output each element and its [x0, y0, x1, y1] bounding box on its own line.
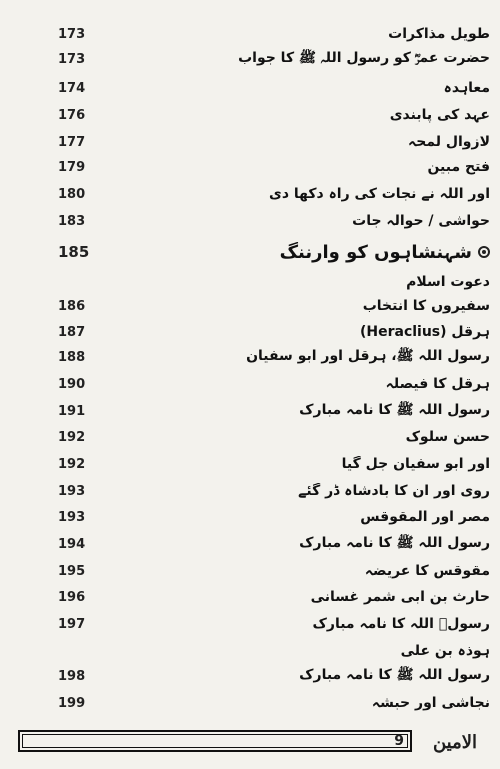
toc-title: نجاشی اور حبشہ [371, 695, 490, 711]
toc-entry [58, 505, 490, 529]
toc-entry [58, 47, 490, 71]
toc-page-number: 190 [58, 376, 86, 392]
toc-title: سفیروں کا انتخاب [362, 298, 490, 314]
toc-title: رسول اللہ ﷺ کا نامہ مبارک [299, 402, 490, 418]
toc-title: ہرقل کا فیصلہ [385, 376, 490, 392]
toc-title: ہرقل (Heraclius) [359, 324, 490, 340]
toc-title: مقوقس کا عریضہ [364, 563, 490, 579]
logo: الامین [432, 731, 478, 753]
toc-title: دعوت اسلام [406, 274, 490, 290]
toc-entry [58, 479, 490, 503]
toc-page-number: 193 [58, 509, 86, 525]
toc-entry [58, 209, 490, 233]
toc-page-number: 179 [58, 159, 86, 175]
toc-page-number: 199 [58, 695, 86, 711]
page-number: 9 [394, 733, 404, 749]
toc-entry [58, 182, 490, 206]
toc-title: حسن سلوک [405, 429, 490, 445]
toc-entry [58, 130, 490, 154]
toc-title: فتح مبین [427, 159, 490, 175]
toc-page-number: 180 [58, 186, 86, 202]
toc-page-number: 177 [58, 134, 86, 150]
toc-entry [58, 639, 490, 663]
toc-entry [58, 345, 490, 369]
toc-entry [58, 585, 490, 609]
toc-title: لازوال لمحہ [408, 134, 490, 150]
toc-page-number: 176 [58, 107, 86, 123]
section-bullet-icon [478, 246, 490, 258]
toc-title: حضرت عمرؓ کو رسول اللہ ﷺ کا جواب [238, 50, 490, 66]
toc-entry [58, 612, 490, 636]
toc-entry [58, 320, 490, 344]
toc-entry [58, 691, 490, 715]
toc-entry [58, 559, 490, 583]
toc-title: حواشی / حوالہ جات [352, 213, 490, 229]
toc-entry [58, 425, 490, 449]
toc-entry [58, 294, 490, 318]
toc-title: مصر اور المقوقس [360, 509, 490, 525]
toc-page-number: 173 [58, 51, 86, 67]
toc-title: رسول اللہ ﷺ، ہرقل اور ابو سفیان [246, 348, 490, 364]
toc-page-number: 194 [58, 536, 86, 552]
toc-page-number: 195 [58, 563, 86, 579]
toc-entry [58, 372, 490, 396]
toc-title: عہد کی پابندی [389, 107, 490, 123]
toc-title: رسولؐ اللہ کا نامہ مبارک [312, 616, 490, 632]
toc-title: روی اور ان کا بادشاہ ڈر گئے [298, 483, 490, 499]
toc-page-number: 197 [58, 616, 86, 632]
toc-page-number: 185 [58, 243, 90, 261]
toc-page-number: 198 [58, 668, 86, 684]
toc-entry [58, 155, 490, 179]
toc-title: معاہدہ [443, 80, 490, 96]
toc-page-number: 193 [58, 483, 86, 499]
toc-page-number: 191 [58, 403, 86, 419]
toc-entry [58, 452, 490, 476]
toc-page-number: 183 [58, 213, 86, 229]
toc-title: اور ابو سفیان جل گیا [341, 456, 490, 472]
toc-title: رسول اللہ ﷺ کا نامہ مبارک [299, 667, 490, 683]
toc-page-number: 174 [58, 80, 86, 96]
footer-rule-inner [22, 734, 408, 748]
toc-page-number: 186 [58, 298, 86, 314]
footer-rule [18, 730, 412, 752]
toc-entry [58, 22, 490, 46]
toc-entry [58, 76, 490, 100]
toc-title: اور اللہ نے نجات کی راہ دکھا دی [269, 186, 490, 202]
toc-page-number: 192 [58, 429, 86, 445]
toc-entry [58, 270, 490, 294]
toc-title: حارث بن ابی شمر غسانی [310, 589, 490, 605]
toc-page-number: 187 [58, 324, 86, 340]
toc-entry [58, 103, 490, 127]
toc-page-number: 173 [58, 26, 86, 42]
toc-section-heading [58, 238, 490, 266]
toc-page-number: 196 [58, 589, 86, 605]
toc-page-number: 192 [58, 456, 86, 472]
toc-title: طویل مذاکرات [388, 26, 490, 42]
toc-entry [58, 532, 490, 556]
toc-entry [58, 399, 490, 423]
toc-page-number: 188 [58, 349, 86, 365]
toc-title: شہنشاہوں کو وارننگ [279, 241, 472, 263]
toc-title: رسول اللہ ﷺ کا نامہ مبارک [299, 535, 490, 551]
toc-title: ہوذہ بن علی [400, 643, 490, 659]
toc-entry [58, 664, 490, 688]
